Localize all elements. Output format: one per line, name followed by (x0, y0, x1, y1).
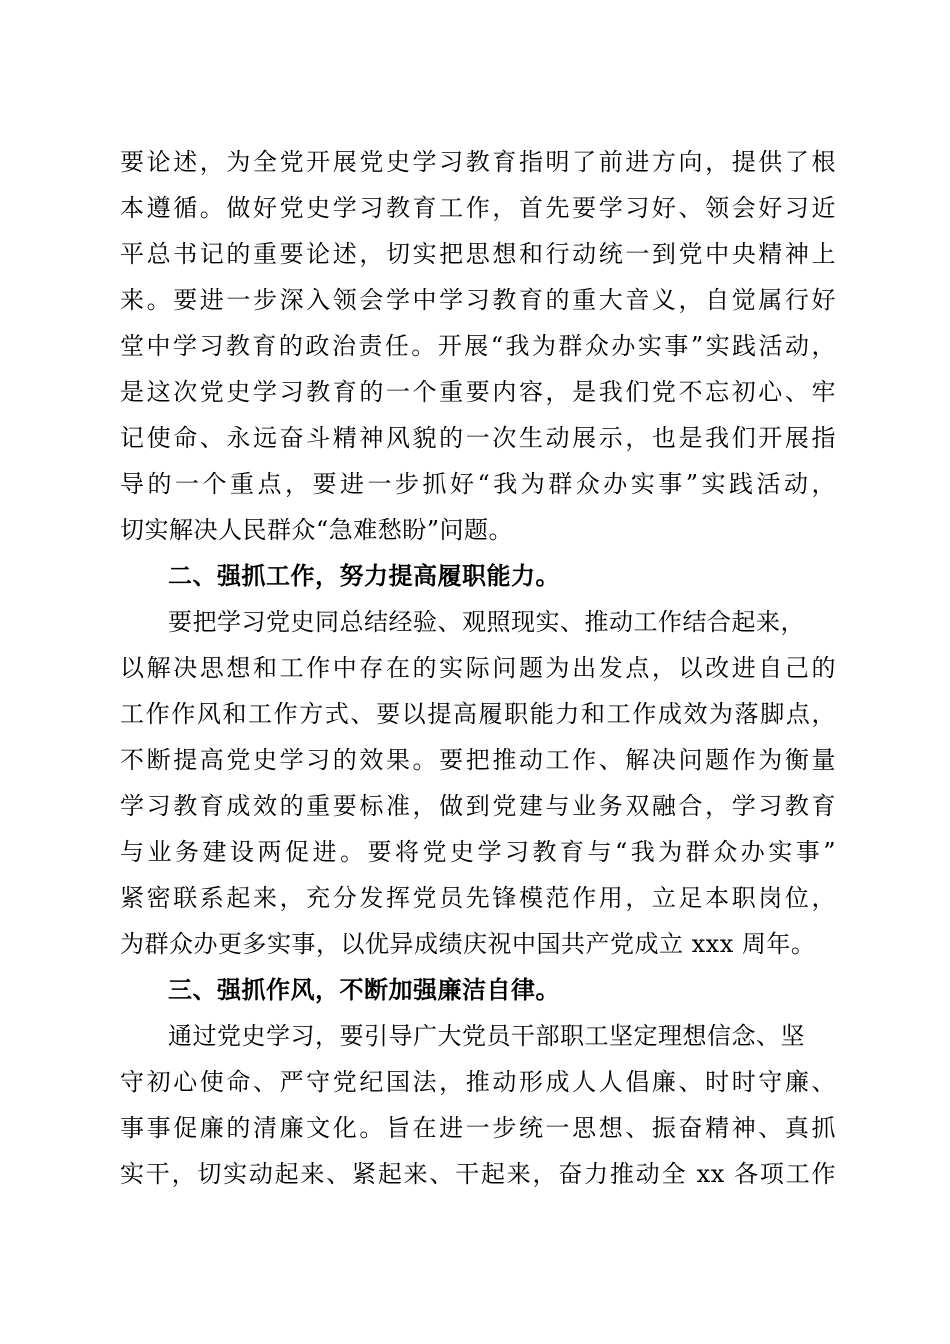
paragraph-line: 为群众办更多实事，以优异成绩庆祝中国共产党成立 xxx 周年。 (120, 930, 816, 958)
paragraph-line: 导的一个重点，要进一步抓好“我为群众办实事”实践活动， (120, 470, 836, 498)
paragraph-line: 要把学习党史同总结经验、观照现实、推动工作结合起来， (168, 608, 805, 636)
paragraph-line: 堂中学习教育的政治责任。开展“我为群众办实事”实践活动， (120, 332, 836, 360)
paragraph-line: 切实解决人民群众“急难愁盼”问题。 (120, 516, 514, 544)
document-body (120, 139, 836, 1197)
paragraph-line: 紧密联系起来，充分发挥党员先锋模范作用，立足本职岗位， (120, 884, 836, 912)
paragraph-line: 事事促廉的清廉文化。旨在进一步统一思想、振奋精神、真抓 (120, 1114, 836, 1142)
paragraph-1 (120, 139, 836, 553)
paragraph-line: 实干，切实动起来、紧起来、干起来，奋力推动全 xx 各项工作 (120, 1160, 836, 1188)
section-heading-2: 二、强抓工作，努力提高履职能力。 (168, 562, 560, 590)
paragraph-line: 学习教育成效的重要标准，做到党建与业务双融合，学习教育 (120, 792, 836, 820)
paragraph-line: 以解决思想和工作中存在的实际问题为出发点，以改进自己的 (120, 654, 836, 682)
paragraph-line: 平总书记的重要论述，切实把思想和行动统一到党中央精神上 (120, 240, 836, 268)
paragraph-line: 不断提高党史学习的效果。要把推动工作、解决问题作为衡量 (120, 746, 836, 774)
paragraph-2 (120, 599, 836, 967)
paragraph-3 (120, 1013, 836, 1197)
paragraph-line: 来。要进一步深入领会学中学习教育的重大音义，自觉属行好 (120, 286, 836, 314)
paragraph-line: 守初心使命、严守党纪国法，推动形成人人倡廉、时时守廉、 (120, 1068, 836, 1096)
paragraph-line: 记使命、永远奋斗精神风貌的一次生动展示，也是我们开展指 (120, 424, 836, 452)
paragraph-line: 本遵循。做好党史学习教育工作，首先要学习好、领会好习近 (120, 194, 836, 222)
paragraph-line: 工作作风和工作方式、要以提高履职能力和工作成效为落脚点， (120, 700, 836, 728)
paragraph-line: 要论述，为全党开展党史学习教育指明了前进方向，提供了根 (120, 148, 836, 176)
paragraph-line: 通过党史学习，要引导广大党员干部职工坚定理想信念、坚 (168, 1022, 805, 1050)
section-heading-3: 三、强抓作风，不断加强廉洁自律。 (168, 976, 560, 1004)
paragraph-line: 与业务建设两促进。要将党史学习教育与“我为群众办实事” (120, 838, 836, 866)
paragraph-line: 是这次党史学习教育的一个重要内容，是我们党不忘初心、牢 (120, 378, 836, 406)
